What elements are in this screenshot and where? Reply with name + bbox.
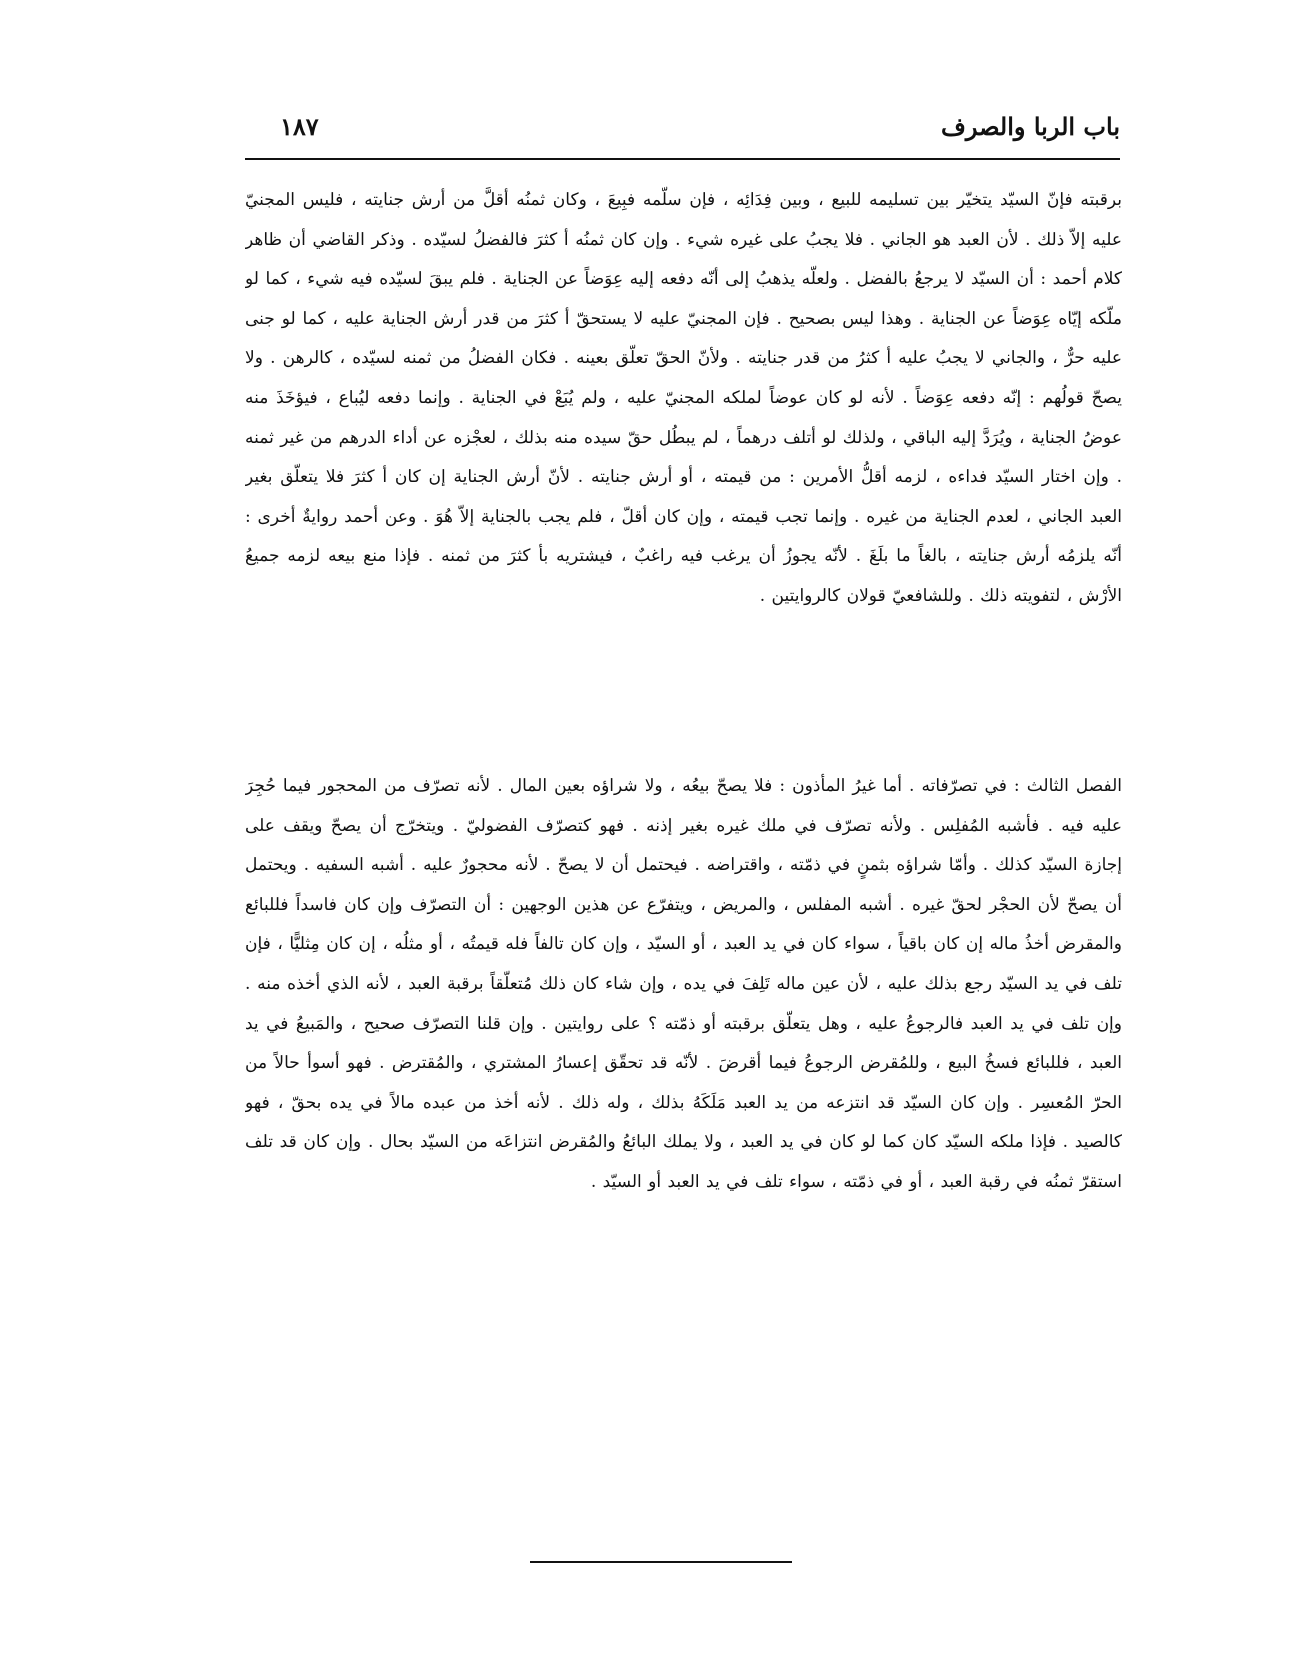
body-paragraph-1: برقبته فإنّ السيّد يتخيّر بين تسليمه للبيع ، وبين فِدَائِه ، فإن سلّمه فبِيعَ ، وكان ثمنُه أقلَّ من أرش جنايته ، فليس المجنيّ عليه إلاّ ذلك . لأن العبد هو الجاني . فلا يجبُ على غيره شيء . وإن كان ثمنُه أ كثرَ فالفضلُ لسيّده . وذكر القاضي أن ظاهر كلام أحمد : أن السيّد لا يرجعُ بالفضل . ولعلّه يذهبُ إلى أنّه دفعه إليه عِوَضاً عن الجناية . فلم يبقَ لسيّده فيه شيء ، كما لو ملّكه إيّاه عِوَضاً عن الجناية . وهذا ليس بصحيح . فإن المجنيّ عليه لا يستحقّ أ كثرَ من قدر أرش الجناية عليه ، كما لو جنى عليه حرٌّ ، والجاني لا يجبُ عليه أ كثرُ من قدر جنايته . ولأنّ الحقّ تعلّق بعينه . فكان الفضلُ من ثمنه لسيّده ، كالرهن . ولا يصحّ قولُهم : إنّه دفعه عِوَضاً . لأنه لو كان عوضاً لملكه المجنيّ عليه ، ولم يُبَعْ في الجناية . وإنما دفعه ليُباع ، فيؤخَذَ منه عوضُ الجناية ، ويُرَدَّ إليه الباقي ، ولذلك لو أتلف درهماً ، لم يبطُل حقّ سيده منه بذلك ، لعجْزه عن أداء الدرهم من غير ثمنه . وإن اختار السيّد فداءه ، لزمه أقلُّ الأمرين : من قيمته ، أو أرش جنايته . لأنّ أرش الجناية إن كان أ كثرَ فلا يتعلّق بغير العبد الجاني ، لعدم الجناية من غيره . وإنما تجب قيمته ، وإن كان أقلّ ، فلم يجب بالجناية إلاّ هُوَ . وعن أحمد روايةٌ أخرى : أنّه يلزمُه أرش جنايته ، بالغاً ما بلَغَ . لأنّه يجوزُ أن يرغب فيه راغبٌ ، فيشتريه بأ كثرَ من ثمنه . فإذا منع بيعه لزمه جميعُ الأرْش ، لتفويته ذلك . وللشافعيّ قولان كالروايتين . [245, 190, 1122, 606]
body-paragraph-2: الفصل الثالث : في تصرّفاته . أما غيرُ المأذون : فلا يصحّ بيعُه ، ولا شراؤه بعين المال . لأنه تصرّف من المحجور فيما حُجِرَ عليه فيه . فأشبه المُفلِس . ولأنه تصرّف في ملك غيره بغير إذنه . فهو كتصرّف الفضوليّ . ويتخرّج أن يصحّ ويقف على إجازة السيّد كذلك . وأمّا شراؤه بثمنٍ في ذمّته ، واقتراضه . فيحتمل أن لا يصحّ . لأنه محجورٌ عليه . أشبه السفيه . ويحتمل أن يصحّ لأن الحجْر لحقّ غيره . أشبه المفلس ، والمريض ، ويتفرّع عن هذين الوجهين : أن التصرّف وإن كان فاسداً فللبائع والمقرض أخذُ ماله إن كان باقياً ، سواء كان في يد العبد ، أو السيّد ، وإن كان تالفاً فله قيمتُه ، أو مثلُه ، إن كان مِثليًّا ، فإن تلف في يد السيّد رجع بذلك عليه ، لأن عين ماله تَلِفَ في يده ، وإن شاء كان ذلك مُتعلّقاً برقبة العبد ، لأنه الذي أخذه منه . وإن تلف في يد العبد فالرجوعُ عليه ، وهل يتعلّق برقبته أو ذمّته ؟ على روايتين . وإن قلنا التصرّف صحيح ، والمَبيعُ في يد العبد ، فللبائع فسخُ البيع ، وللمُقرض الرجوعُ فيما أقرضَ . لأنّه قد تحقّق إعسارُ المشتري ، والمُقترض . فهو أسوأ حالاً من الحرّ المُعسِر . وإن كان السيّد قد انتزعه من يد العبد مَلَكَهُ بذلك ، وله ذلك . لأنه أخذ من عبده مالاً في يده بحقّ ، فهو كالصيد . فإذا ملكه السيّد كان كما لو كان في يد العبد ، ولا يملك البائعُ والمُقرض انتزاعَه من السيّد بحال . وإن كان قد تلف استقرّ ثمنُه في رقبة العبد ، أو في ذمّته ، سواء تلف في يد العبد أو السيّد . [245, 776, 1122, 1192]
footer-divider [530, 1561, 792, 1563]
chapter-title: باب الربا والصرف [940, 112, 1120, 141]
page-header [245, 108, 1120, 148]
page-number: ١٨٧ [280, 112, 319, 141]
header-divider [245, 158, 1120, 160]
